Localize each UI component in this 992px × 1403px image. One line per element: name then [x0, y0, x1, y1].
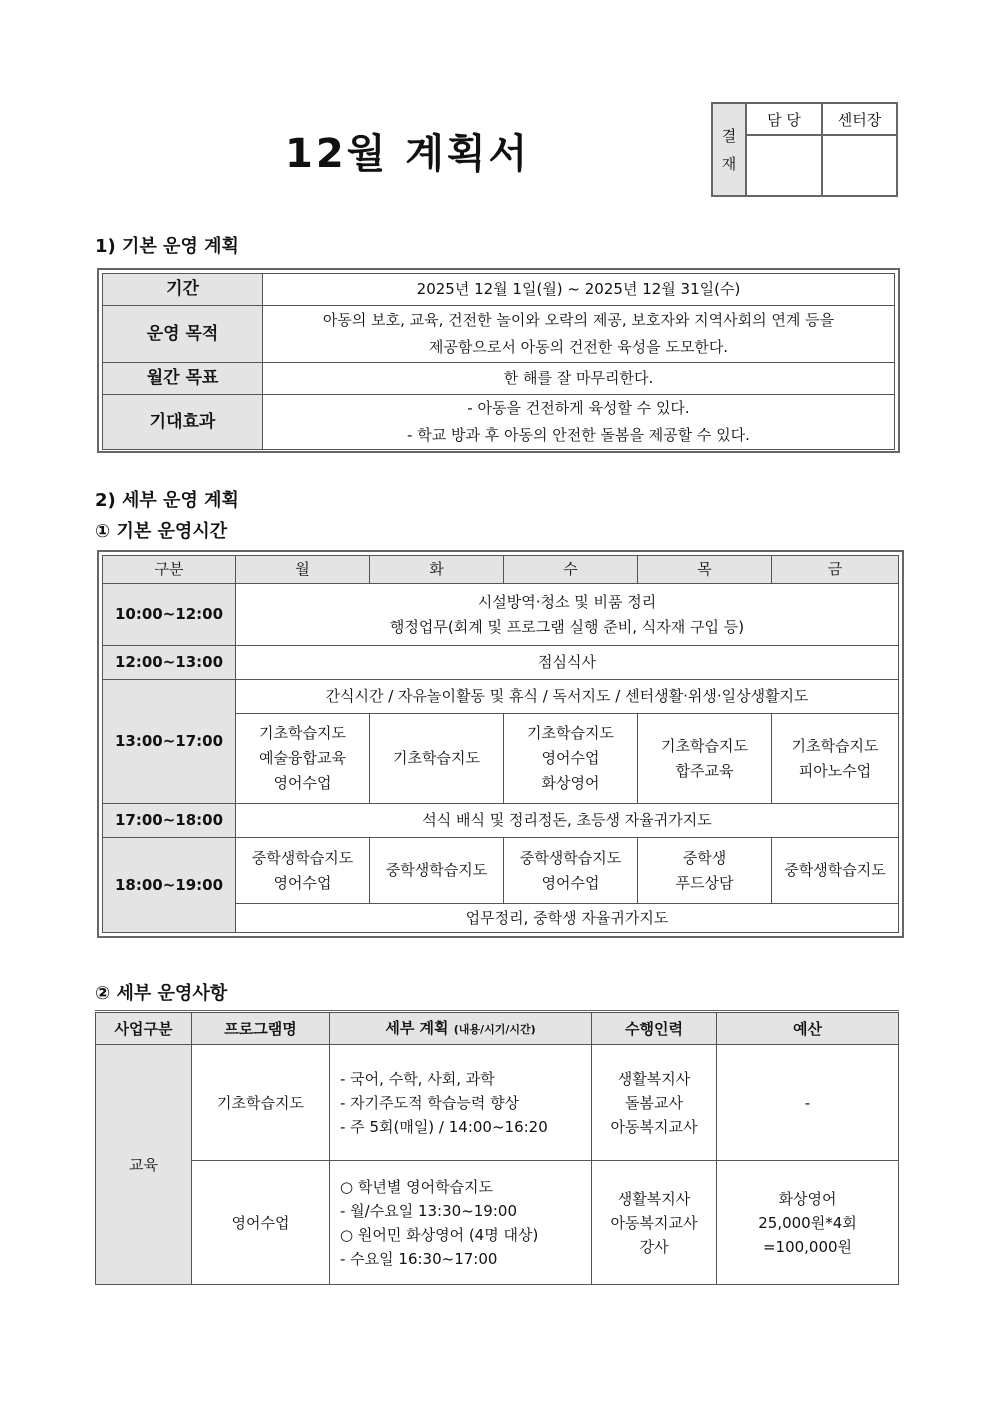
details-heading: ② 세부 운영사항 — [95, 983, 228, 1004]
schedule-header-fri: 금 — [772, 556, 899, 584]
monthly-goal-value: 한 해를 잘 마무리한다. — [263, 363, 895, 395]
program-plan: - 국어, 수학, 사회, 과학 - 자기주도적 학습능력 향상 - 주 5회(매일) / 14:00~16:20 — [330, 1045, 592, 1161]
program-plan: ○ 학년별 영어학습지도 - 월/수요일 13:30~19:00 ○ 원어민 화상영어 (4명 대상) - 수요일 16:30~17:00 — [330, 1161, 592, 1285]
section1-heading: 1) 기본 운영 계획 — [95, 236, 239, 257]
details-category: 교육 — [96, 1045, 192, 1285]
section2-heading: 2) 세부 운영 계획 — [95, 490, 239, 511]
program-name: 영어수업 — [192, 1161, 330, 1285]
details-table-frame — [95, 1010, 899, 1285]
details-header-category: 사업구분 — [96, 1013, 192, 1045]
approval-staff-sign — [746, 135, 822, 196]
time-slot-5-wed: 중학생학습지도 영어수업 — [504, 838, 638, 904]
time-slot-3-common-activity: 간식시간 / 자유놀이활동 및 휴식 / 독서지도 / 센터생활·위생·일상생활지도 — [236, 680, 899, 714]
period-value: 2025년 12월 1일(월) ~ 2025년 12월 31일(수) — [263, 274, 895, 306]
basic-plan-table — [102, 273, 895, 450]
purpose-label: 운영 목적 — [103, 306, 263, 363]
approval-staff-header: 담 당 — [746, 103, 822, 135]
schedule-header-wed: 수 — [504, 556, 638, 584]
program-budget: 화상영어 25,000원*4회 =100,000원 — [717, 1161, 899, 1285]
page-title: 12월 계획서 — [285, 131, 531, 177]
time-slot-4-activity: 석식 배식 및 정리정돈, 초등생 자율귀가지도 — [236, 804, 899, 838]
time-slot-3-tue: 기초학습지도 — [370, 714, 504, 804]
operating-hours-heading: ① 기본 운영시간 — [95, 521, 228, 542]
program-staff: 생활복지사 아동복지교사 강사 — [592, 1161, 717, 1285]
approval-label: 결 재 — [712, 103, 746, 196]
program-budget: - — [717, 1045, 899, 1161]
time-slot-5-mon: 중학생학습지도 영어수업 — [236, 838, 370, 904]
time-slot-1-activity: 시설방역·청소 및 비품 정리 행정업무(회계 및 프로그램 실행 준비, 식자재 구입 등) — [236, 584, 899, 646]
details-header-plan: 세부 계획 (내용/시기/시간) — [330, 1013, 592, 1045]
time-slot-3-wed: 기초학습지도 영어수업 화상영어 — [504, 714, 638, 804]
time-slot-3-fri: 기초학습지도 피아노수업 — [772, 714, 899, 804]
approval-box — [711, 102, 898, 197]
time-slot-3: 13:00~17:00 — [103, 680, 236, 804]
schedule-table — [102, 555, 899, 933]
time-slot-5-common-activity: 업무정리, 중학생 자율귀가지도 — [236, 904, 899, 933]
program-staff: 생활복지사 돌봄교사 아동복지교사 — [592, 1045, 717, 1161]
details-table — [95, 1012, 899, 1285]
schedule-header-tue: 화 — [370, 556, 504, 584]
time-slot-1: 10:00~12:00 — [103, 584, 236, 646]
time-slot-5-tue: 중학생학습지도 — [370, 838, 504, 904]
time-slot-3-mon: 기초학습지도 예술융합교육 영어수업 — [236, 714, 370, 804]
schedule-table-frame — [97, 550, 904, 938]
details-header-staff: 수행인력 — [592, 1013, 717, 1045]
schedule-header-division: 구분 — [103, 556, 236, 584]
expected-effect-value: - 아동을 건전하게 육성할 수 있다. - 학교 방과 후 아동의 안전한 돌봄을 제공할 수 있다. — [263, 395, 895, 450]
time-slot-2: 12:00~13:00 — [103, 646, 236, 680]
schedule-header-thu: 목 — [638, 556, 772, 584]
time-slot-4: 17:00~18:00 — [103, 804, 236, 838]
program-name: 기초학습지도 — [192, 1045, 330, 1161]
expected-effect-label: 기대효과 — [103, 395, 263, 450]
purpose-value: 아동의 보호, 교육, 건전한 놀이와 오락의 제공, 보호자와 지역사회의 연계 등을 제공함으로서 아동의 건전한 육성을 도모한다. — [263, 306, 895, 363]
approval-director-header: 센터장 — [822, 103, 897, 135]
time-slot-5-thu: 중학생 푸드상담 — [638, 838, 772, 904]
monthly-goal-label: 월간 목표 — [103, 363, 263, 395]
time-slot-5-fri: 중학생학습지도 — [772, 838, 899, 904]
time-slot-2-activity: 점심식사 — [236, 646, 899, 680]
basic-plan-table-frame — [97, 268, 900, 453]
period-label: 기간 — [103, 274, 263, 306]
schedule-header-mon: 월 — [236, 556, 370, 584]
details-header-budget: 예산 — [717, 1013, 899, 1045]
time-slot-3-thu: 기초학습지도 합주교육 — [638, 714, 772, 804]
approval-director-sign — [822, 135, 897, 196]
details-header-program: 프로그램명 — [192, 1013, 330, 1045]
time-slot-5: 18:00~19:00 — [103, 838, 236, 933]
